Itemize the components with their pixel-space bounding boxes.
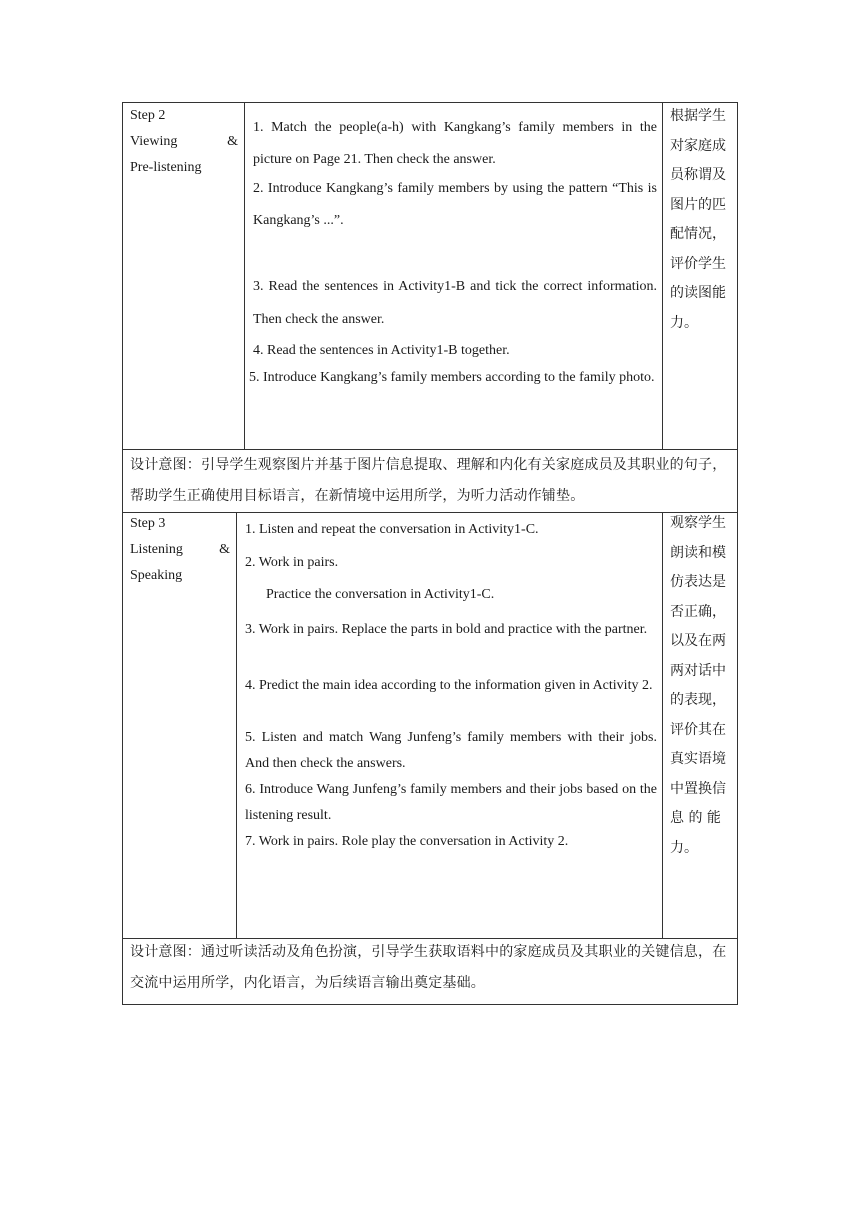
evaluation-line: 息 的 能 bbox=[670, 810, 721, 826]
design-intent bbox=[130, 937, 734, 999]
step-label: Step 3 bbox=[130, 516, 166, 531]
column-divider bbox=[244, 102, 245, 449]
activity-item: 6. Introduce Wang Junfeng’s family members and their jobs based on the listening result. bbox=[245, 782, 657, 823]
evaluation-line: 仿表达是 bbox=[670, 574, 726, 590]
column-divider bbox=[662, 512, 663, 938]
evaluation-line: 朗读和模 bbox=[670, 544, 726, 561]
design-intent-line: 设计意图：引导学生观察图片并基于图片信息提取、理解和内化有关家庭成员及其职业的句子， bbox=[130, 457, 727, 473]
activity-item: 4. Predict the main idea according to the information given in Activity 2. bbox=[245, 678, 653, 693]
evaluation-line: 以及在两 bbox=[670, 633, 726, 649]
activity-item: 3. Work in pairs. Replace the parts in bold and practice with the partner. bbox=[245, 622, 648, 637]
step-subtitle: Speaking bbox=[130, 568, 183, 583]
evaluation-cell bbox=[670, 509, 732, 863]
table-border-left bbox=[122, 102, 123, 1005]
table-border-bottom bbox=[122, 1004, 738, 1005]
step-title-row bbox=[130, 537, 230, 563]
evaluation-line: 两对话中 bbox=[670, 662, 726, 679]
evaluation-line: 员称谓及 bbox=[670, 167, 726, 183]
step-title-row bbox=[130, 129, 238, 155]
evaluation-line: 观察学生 bbox=[670, 515, 726, 531]
activity-item: 7. Work in pairs. Role play the conversation in Activity 2. bbox=[245, 834, 569, 849]
step-ampersand: & bbox=[219, 542, 230, 557]
activity-item: 5. Listen and match Wang Junfeng’s family members with their jobs. And then check the answers. bbox=[245, 730, 657, 771]
evaluation-line: 力。 bbox=[670, 839, 698, 856]
evaluation-line: 的读图能 bbox=[670, 285, 726, 301]
activity-item: 1. Listen and repeat the conversation in Activity1-C. bbox=[245, 522, 539, 537]
activity-item: 2. Work in pairs. bbox=[245, 555, 339, 570]
evaluation-line: 力。 bbox=[670, 314, 698, 331]
column-divider bbox=[662, 102, 663, 449]
step-ampersand: & bbox=[227, 134, 238, 149]
table-border-right bbox=[737, 102, 738, 1005]
design-intent-line: 帮助学生正确使用目标语言，在新情境中运用所学，为听力活动作铺垫。 bbox=[130, 488, 585, 504]
step-word: Listening bbox=[130, 542, 183, 557]
activity-item: 4. Read the sentences in Activity1-B together. bbox=[253, 343, 510, 358]
evaluation-line: 中置换信 bbox=[670, 780, 726, 797]
activity-item: 2. Introduce Kangkang’s family members by using the pattern “This is Kangkang’s ...”. bbox=[253, 181, 657, 228]
column-divider bbox=[236, 512, 237, 938]
activity-item: Practice the conversation in Activity1-C. bbox=[266, 587, 495, 602]
evaluation-line: 评价学生 bbox=[670, 255, 726, 272]
evaluation-line: 真实语境 bbox=[670, 751, 726, 767]
evaluation-cell bbox=[670, 102, 732, 338]
evaluation-line: 评价其在 bbox=[670, 721, 726, 738]
design-intent-line: 交流中运用所学，内化语言，为后续语言输出奠定基础。 bbox=[130, 975, 485, 991]
step-cell bbox=[130, 103, 238, 181]
activity-item: 3. Read the sentences in Activity1-B and tick the correct information. Then check the answer. bbox=[253, 279, 657, 327]
step-cell bbox=[130, 511, 230, 589]
evaluation-line: 图片的匹 bbox=[670, 196, 726, 213]
evaluation-line: 对家庭成 bbox=[670, 137, 726, 154]
design-intent-line: 设计意图：通过听读活动及角色扮演，引导学生获取语料中的家庭成员及其职业的关键信息，在 bbox=[130, 944, 727, 960]
evaluation-line: 根据学生 bbox=[670, 108, 726, 124]
step-word: Viewing bbox=[130, 134, 178, 149]
evaluation-line: 配情况， bbox=[670, 226, 726, 242]
design-intent bbox=[130, 450, 734, 512]
activity-item: 1. Match the people(a-h) with Kangkang’s family members in the picture on Page 21. Then check the answer. bbox=[253, 120, 657, 167]
step-subtitle: Pre-listening bbox=[130, 160, 202, 175]
activity-item: 5. Introduce Kangkang’s family members according to the family photo. bbox=[249, 370, 655, 385]
step-label: Step 2 bbox=[130, 108, 166, 123]
evaluation-line: 的表现， bbox=[670, 692, 726, 708]
evaluation-line: 否正确， bbox=[670, 603, 726, 620]
